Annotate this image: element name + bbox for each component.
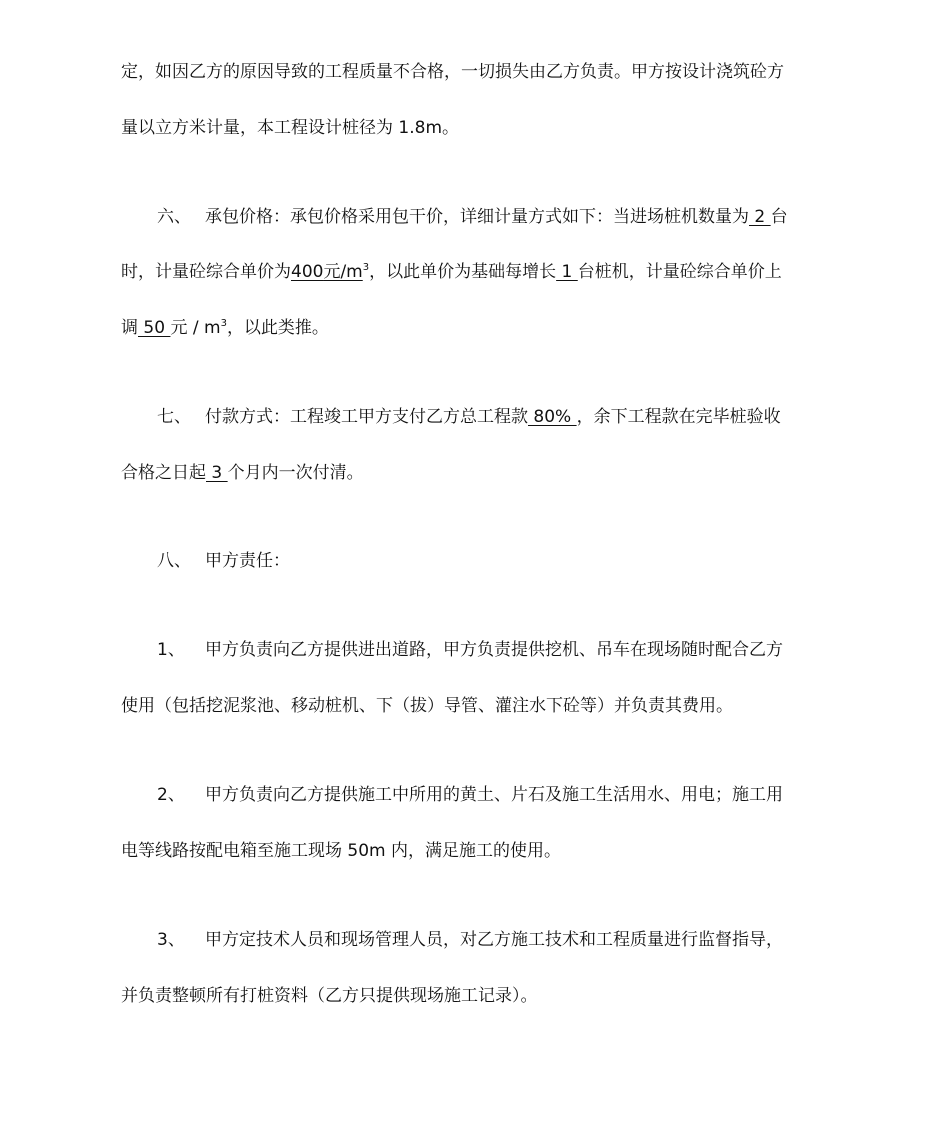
text: 台桩机，计量砼综合单价上 xyxy=(577,262,782,282)
text: 甲方负责向乙方提供施工中所用的黄土、片石及施工生活用水、用电；施工用 xyxy=(205,785,783,805)
underlined-value: 3 xyxy=(206,463,228,483)
text: 合格之日起 xyxy=(121,463,206,483)
section-eight-heading xyxy=(157,549,833,573)
text: ，以此单价为基础每增长 xyxy=(369,262,557,282)
text: 承包价格：承包价格采用包干价，详细计量方式如下：当进场桩机数量为 xyxy=(205,207,749,227)
text: 个月内一次付清。 xyxy=(227,463,364,483)
item-number: 3、 xyxy=(157,930,185,950)
list-item-3-line-1 xyxy=(157,928,833,952)
underlined-value: 80% xyxy=(528,407,577,427)
text: 量以立方米计量，本工程设计桩径为 1.8m。 xyxy=(121,118,459,138)
section-title: 甲方责任： xyxy=(205,551,290,571)
section-number: 六、 xyxy=(157,207,191,227)
section-seven-line-2 xyxy=(121,461,833,485)
section-seven-line-1 xyxy=(157,405,833,429)
underlined-value: 1 xyxy=(556,262,578,282)
list-item-2-line-1 xyxy=(157,783,833,807)
item-number: 1、 xyxy=(157,640,185,660)
text: 台 xyxy=(770,207,788,227)
superscript: 3 xyxy=(362,262,370,273)
list-item-1-line-2 xyxy=(121,694,833,718)
unit-text: 元 / m xyxy=(170,318,221,338)
text: 电等线路按配电箱至施工现场 50m 内，满足施工的使用。 xyxy=(121,841,561,861)
list-item-3-line-2 xyxy=(121,984,833,1008)
underlined-value: 50 xyxy=(138,318,171,338)
text: 付款方式：工程竣工甲方支付乙方总工程款 xyxy=(205,407,528,427)
list-item-2-line-2 xyxy=(121,839,833,863)
paragraph-line xyxy=(121,116,833,140)
item-number: 2、 xyxy=(157,785,185,805)
section-number: 七、 xyxy=(157,407,191,427)
text: 甲方定技术人员和现场管理人员，对乙方施工技术和工程质量进行监督指导， xyxy=(205,930,783,950)
text: 甲方负责向乙方提供进出道路，甲方负责提供挖机、吊车在现场随时配合乙方 xyxy=(205,640,783,660)
list-item-1-line-1 xyxy=(157,638,833,662)
section-six-line-2 xyxy=(121,260,833,284)
text: 使用（包括挖泥浆池、移动桩机、下（拔）导管、灌注水下砼等）并负责其费用。 xyxy=(121,696,733,716)
superscript: 3 xyxy=(220,318,227,329)
text: ，余下工程款在完毕桩验收 xyxy=(576,407,781,427)
text: 调 xyxy=(121,318,138,338)
text: 并负责整顿所有打桩资料（乙方只提供现场施工记录）。 xyxy=(121,986,538,1006)
underlined-value: 2 xyxy=(749,207,771,227)
unit-text: 元/m xyxy=(323,262,363,282)
text: 时，计量砼综合单价为 xyxy=(121,262,291,282)
underlined-value: 400 xyxy=(291,262,324,282)
section-six-line-1 xyxy=(157,205,833,229)
text: 定，如因乙方的原因导致的工程质量不合格，一切损失由乙方负责。甲方按设计浇筑砼方 xyxy=(121,62,784,82)
section-six-line-3 xyxy=(121,316,833,340)
text: ，以此类推。 xyxy=(226,318,329,338)
paragraph-line xyxy=(121,60,833,84)
section-number: 八、 xyxy=(157,551,191,571)
